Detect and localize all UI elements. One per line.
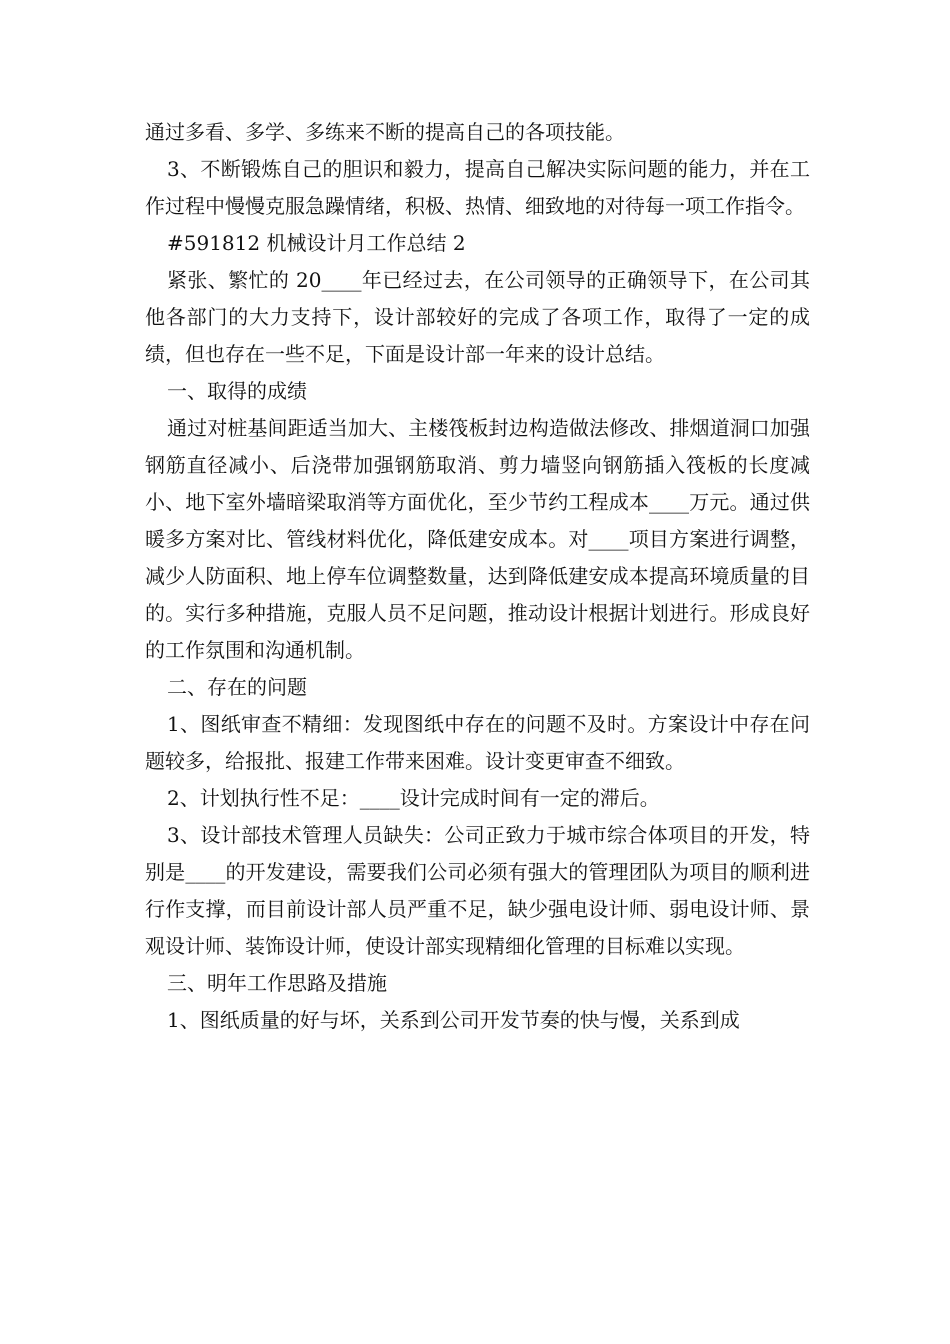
paragraph-item-3: 3、不断锻炼自己的胆识和毅力，提高自己解决实际问题的能力，并在工作过程中慢慢克服急躁情绪，积极、热情、细致地的对待每一项工作指令。 [145, 157, 810, 218]
document-body [145, 114, 810, 1039]
paragraph-intro: 紧张、繁忙的 20____年已经过去，在公司领导的正确领导下，在公司其他各部门的大力支持下，设计部较好的完成了各项工作，取得了一定的成绩，但也存在一些不足，下面是设计部一年来的设计总结。 [145, 268, 810, 366]
heading-problems: 二、存在的问题 [167, 675, 307, 699]
paragraph-problem-1: 1、图纸审查不精细：发现图纸中存在的问题不及时。方案设计中存在问题较多，给报批、报建工作带来困难。设计变更审查不细致。 [145, 712, 810, 773]
paragraph-continuation: 通过多看、多学、多练来不断的提高自己的各项技能。 [145, 120, 625, 144]
heading-achievements: 一、取得的成绩 [167, 379, 307, 403]
section-title: #591812 机械设计月工作总结 2 [167, 231, 466, 255]
paragraph-problem-2: 2、计划执行性不足：____设计完成时间有一定的滞后。 [167, 786, 660, 810]
paragraph-plan-1: 1、图纸质量的好与坏，关系到公司开发节奏的快与慢，关系到成 [167, 1008, 740, 1032]
heading-next-year: 三、明年工作思路及措施 [167, 971, 387, 995]
paragraph-achievements: 通过对桩基间距适当加大、主楼筏板封边构造做法修改、排烟道洞口加强钢筋直径减小、后浇带加强钢筋取消、剪力墙竖向钢筋插入筏板的长度减小、地下室外墙暗梁取消等方面优化，至少节约工程成本____万元。通过供暖多方案对比、管线材料优化，降低建安成本。对____项目方案进行调整，减少人防面积、地上停车位调整数量，达到降低建安成本提高环境质量的目的。实行多种措施，克服人员不足问题，推动设计根据计划进行。形成良好的工作氛围和沟通机制。 [145, 416, 810, 662]
paragraph-problem-3: 3、设计部技术管理人员缺失：公司正致力于城市综合体项目的开发，特别是____的开发建设，需要我们公司必须有强大的管理团队为项目的顺利进行作支撑，而目前设计部人员严重不足，缺少强电设计师、弱电设计师、景观设计师、装饰设计师，使设计部实现精细化管理的目标难以实现。 [145, 823, 810, 958]
